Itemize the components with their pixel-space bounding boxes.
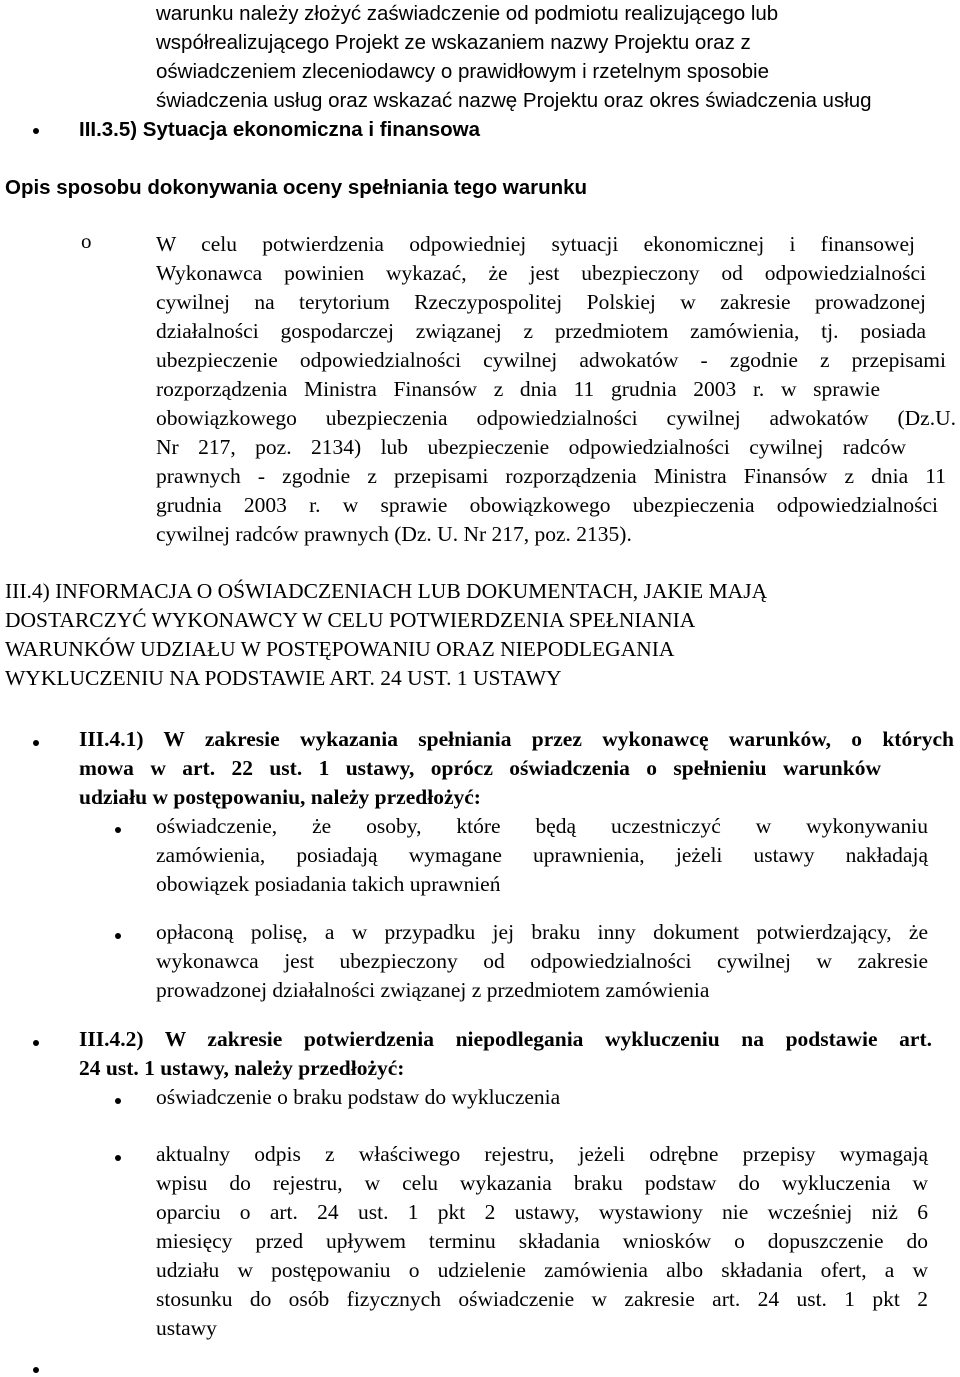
bullet-icon bbox=[115, 1098, 121, 1104]
list-item-line: miesięcy przed upływem terminu składania wniosków o dopuszczenie do bbox=[156, 1229, 928, 1253]
paragraph-line: Nr 217, poz. 2134) lub ubezpieczenie odpowiedzialności cywilnej radców bbox=[156, 435, 906, 459]
paragraph-line: obowiązkowego ubezpieczenia odpowiedzialności cywilnej adwokatów (Dz.U. bbox=[156, 406, 956, 430]
bullet-icon bbox=[33, 740, 39, 746]
section-heading-iii-4-1-line-2: mowa w art. 22 ust. 1 ustawy, oprócz oświadczenia o spełnieniu warunków bbox=[79, 756, 881, 780]
paragraph-line: cywilnej na terytorium Rzeczypospolitej Polskiej w zakresie prowadzonej bbox=[156, 290, 926, 314]
bullet-icon bbox=[33, 1367, 39, 1373]
list-item-line: udziału w postępowaniu o udzielenie zamówienia albo składania ofert, a w bbox=[156, 1258, 928, 1282]
bullet-icon bbox=[115, 1155, 121, 1161]
section-heading-iii-4-1-line-1: III.4.1) W zakresie wykazania spełniania przez wykonawcę warunków, o których bbox=[79, 727, 954, 751]
list-item-line: wpisu do rejestru, w celu wykazania braku podstaw do wykluczenia w bbox=[156, 1171, 928, 1195]
paragraph-line: prawnych - zgodnie z przepisami rozporządzenia Ministra Finansów z dnia 11 bbox=[156, 464, 946, 488]
section-heading-iii-4-line-2: DOSTARCZYĆ WYKONAWCY W CELU POTWIERDZENIA SPEŁNIANIA bbox=[5, 608, 696, 632]
bullet-icon bbox=[115, 933, 121, 939]
bullet-icon bbox=[33, 128, 39, 134]
list-item-line: zamówienia, posiadają wymagane uprawnienia, jeżeli ustawy nakładają bbox=[156, 843, 928, 867]
section-heading-iii-4-line-1: III.4) INFORMACJA O OŚWIADCZENIACH LUB DOKUMENTACH, JAKIE MAJĄ bbox=[5, 579, 768, 603]
circle-bullet-icon: o bbox=[81, 229, 92, 253]
list-item-line: stosunku do osób fizycznych oświadczenie w zakresie art. 24 ust. 1 pkt 2 bbox=[156, 1287, 928, 1311]
section-subheading: Opis sposobu dokonywania oceny spełniania tego warunku bbox=[5, 176, 588, 199]
bullet-icon bbox=[33, 1040, 39, 1046]
section-heading-iii-4-2-line-2: 24 ust. 1 ustawy, należy przedłożyć: bbox=[79, 1056, 405, 1080]
list-item-line: oświadczenie, że osoby, które będą uczestniczyć w wykonywaniu bbox=[156, 814, 928, 838]
list-item-line: oświadczenie o braku podstaw do wykluczenia bbox=[156, 1085, 561, 1109]
intro-line-2: współrealizującego Projekt ze wskazaniem nazwy Projektu oraz z bbox=[156, 31, 751, 54]
paragraph-line: cywilnej radców prawnych (Dz. U. Nr 217, poz. 2135). bbox=[156, 522, 632, 546]
intro-line-1: warunku należy złożyć zaświadczenie od podmiotu realizującego lub bbox=[156, 2, 779, 25]
paragraph-line: W celu potwierdzenia odpowiedniej sytuacji ekonomicznej i finansowej bbox=[156, 232, 915, 256]
intro-line-4: świadczenia usług oraz wskazać nazwę Projektu oraz okres świadczenia usług bbox=[156, 89, 872, 112]
list-item-line: ustawy bbox=[156, 1316, 217, 1340]
section-heading-iii-4-1-line-3: udziału w postępowaniu, należy przedłożyć: bbox=[79, 785, 481, 809]
list-item-line: obowiązek posiadania takich uprawnień bbox=[156, 872, 501, 896]
section-heading-iii-4-line-3: WARUNKÓW UDZIAŁU W POSTĘPOWANIU ORAZ NIEPODLEGANIA bbox=[5, 637, 675, 661]
paragraph-line: rozporządzenia Ministra Finansów z dnia 11 grudnia 2003 r. w sprawie bbox=[156, 377, 880, 401]
list-item-line: wykonawca jest ubezpieczony od odpowiedzialności cywilnej w zakresie bbox=[156, 949, 928, 973]
paragraph-line: Wykonawca powinien wykazać, że jest ubezpieczony od odpowiedzialności bbox=[156, 261, 926, 285]
list-item-line: opłaconą polisę, a w przypadku jej braku inny dokument potwierdzający, że bbox=[156, 920, 928, 944]
section-heading-iii-3-5: III.3.5) Sytuacja ekonomiczna i finansowa bbox=[79, 118, 481, 141]
bullet-icon bbox=[115, 827, 121, 833]
paragraph-line: grudnia 2003 r. w sprawie obowiązkowego ubezpieczenia odpowiedzialności bbox=[156, 493, 938, 517]
list-item-line: oparciu o art. 24 ust. 1 pkt 2 ustawy, wystawiony nie wcześniej niż 6 bbox=[156, 1200, 928, 1224]
section-heading-iii-4-line-4: WYKLUCZENIU NA PODSTAWIE ART. 24 UST. 1 USTAWY bbox=[5, 666, 562, 690]
paragraph-line: działalności gospodarczej związanej z przedmiotem zamówienia, tj. posiada bbox=[156, 319, 926, 343]
list-item-line: aktualny odpis z właściwego rejestru, jeżeli odrębne przepisy wymagają bbox=[156, 1142, 928, 1166]
section-heading-iii-4-2-line-1: III.4.2) W zakresie potwierdzenia niepodlegania wykluczeniu na podstawie art. bbox=[79, 1027, 932, 1051]
intro-line-3: oświadczeniem zleceniodawcy o prawidłowym i rzetelnym sposobie bbox=[156, 60, 769, 83]
paragraph-line: ubezpieczenie odpowiedzialności cywilnej adwokatów - zgodnie z przepisami bbox=[156, 348, 946, 372]
list-item-line: prowadzonej działalności związanej z przedmiotem zamówienia bbox=[156, 978, 710, 1002]
